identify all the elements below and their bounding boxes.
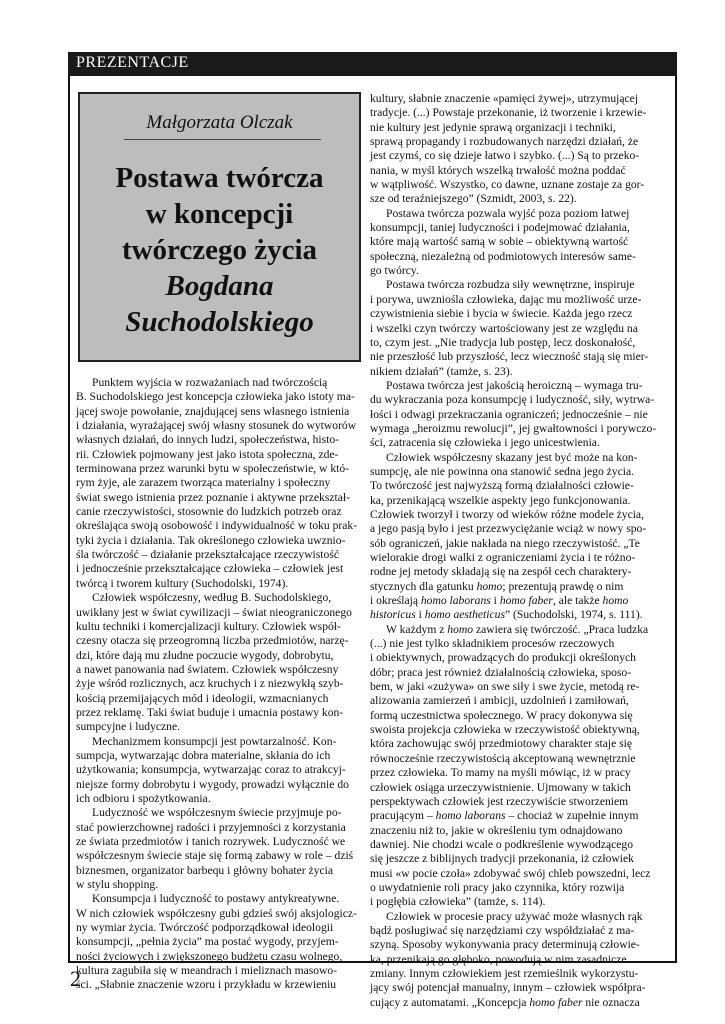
text-line: i działania, wyrażającej swój własny stosunek do wytworów xyxy=(76,419,357,433)
text-line: świat swego istnienia przez poznanie i aktywne przekształ- xyxy=(76,490,350,504)
text-line: łości i odwagi przekraczania ograniczeń; jednocześnie – nie xyxy=(370,407,648,421)
text-line: dawniej. Nie chodzi wcale o podkreślenie wywodzącego xyxy=(370,837,634,851)
text-line: użytkowania; konsumpcja, wytwarzając coraz to atrakcyj- xyxy=(76,763,346,777)
text-line: sób ograniczeń, jakie nakłada na niego rzeczywistość. „Te xyxy=(370,536,640,550)
text-line: alizowania zamierzeń i ambicji, uzdolnień i zamiłowań, xyxy=(370,694,629,708)
text-line: i jednocześnie przekształcające człowieka – człowiek jest xyxy=(76,562,344,576)
text-line: historicus i homo aestheticus” (Suchodolski, 1974, s. 111). xyxy=(370,608,643,622)
text-line: biznesmen, organizator barbequ i główny bohater życia xyxy=(76,863,334,877)
text-line: przez człowieka. To mamy na myśli mówiąc, iż w pracy xyxy=(370,766,631,780)
text-line: nikiem działań” (tamże, s. 23). xyxy=(370,364,513,378)
article-title xyxy=(80,160,359,340)
text-line: Postawa twórcza rozbudza siły wewnętrzne, inspiruje xyxy=(386,278,635,292)
text-line: tradycje. (...) Powstaje przekonanie, iż tworzenie i krzewie- xyxy=(370,106,647,120)
text-line: rym żyje, ale zarazem tworząca materialny i społeczny xyxy=(76,476,331,490)
title-line: w koncepcji xyxy=(145,198,294,230)
text-line: stać powierzchownej radości i przyjemności z korzystania xyxy=(76,820,346,834)
text-line: szyną. Sposoby wykonywania pracy determinują człowie- xyxy=(370,938,640,952)
text-line: śla twórczość – działanie przekształcające rzeczywistość xyxy=(76,548,339,562)
text-line: i pogłębia człowieka” (tamże, s. 114). xyxy=(370,895,546,909)
text-line: (...) nie jest tylko składnikiem procesów rzeczowych xyxy=(370,637,615,651)
text-line: równocześnie rzeczywistością akceptowaną wewnętrznie xyxy=(370,751,636,765)
text-line: sumpcyjne i ludyczne. xyxy=(76,720,180,734)
text-line: Człowiek współczesny skazany jest być może na kon- xyxy=(386,450,638,464)
text-line: formą uczestnictwa społecznego. W pracy dokonywa się xyxy=(370,708,633,722)
text-line: przez reklamę. Taki świat buduje i umacnia postawy kon- xyxy=(76,705,344,719)
text-line: rodne jej metody składają się na zespół cech charaktery- xyxy=(370,565,632,579)
text-line: Mechanizmem konsumpcji jest powtarzalność. Kon- xyxy=(92,734,337,748)
text-line: w stylu shopping. xyxy=(76,878,159,892)
text-line: bądź posługiwać się narzędziami czy współdziałać z ma- xyxy=(370,923,635,937)
text-line: uwikłany jest w świat cywilizacji – świat nieograniczonego xyxy=(76,605,352,619)
text-line: Człowiek w procesie pracy używać może własnych rąk xyxy=(386,909,643,923)
text-line: kultury, słabnie znaczenie «pamięci żywej», utrzymującej xyxy=(370,92,639,105)
section-header xyxy=(68,52,677,76)
text-line: i obiektywnych, prowadzących do produkcji określonych xyxy=(370,651,636,665)
text-line: canie rzeczywistości, stosownie do ludzkich potrzeb oraz xyxy=(76,505,342,519)
text-line: Punktem wyjścia w rozważaniach nad twórczością xyxy=(92,376,328,389)
title-line: twórczego życia xyxy=(121,234,318,266)
text-line: które mają wartość samą w sobie – obiektywną wartość xyxy=(370,235,629,249)
text-line: własnych działań, do innych ludzi, społeczeństwa, histo- xyxy=(76,433,340,447)
text-line: Postawa twórcza jest jakością heroiczną – wymaga tru- xyxy=(386,378,643,392)
text-line: musi «w pocie czoła» zdobywać swój chleb powszedni, lecz xyxy=(370,866,651,880)
text-line: To twórczość jest najwyższą formą działalności człowie- xyxy=(370,479,634,493)
text-line: niejsze formy dobrobytu i wygody, prowadzi wyłącznie do xyxy=(76,777,349,791)
text-line: bem, w jaki «zużywa» on swe siły i swe życie, metodą re- xyxy=(370,680,640,694)
section-label: PREZENTACJE xyxy=(76,54,189,71)
text-line: jącej swoje powołanie, znajdującej sens własnego istnienia xyxy=(76,404,350,418)
text-line: człowiek osiąga urzeczywistnienie. Ujmowany w takich xyxy=(370,780,631,794)
text-line: Człowiek tworzył i tworzy od wieków różne modele życia, xyxy=(370,507,644,521)
title-name-line: Bogdana xyxy=(165,270,274,302)
text-line: ności życiowych i zwiększonego budżetu czasu wolnego, xyxy=(76,949,343,963)
text-line: dzi, które dają mu złudne poczucie wygody, dobrobytu, xyxy=(76,648,334,662)
text-line: to, czym jest. „Nie tradycja lub postęp, lecz doskonałość, xyxy=(370,335,636,349)
author-name: Małgorzata Olczak xyxy=(146,112,293,133)
text-line: kultura zagubiła się w meandrach i mieliznach masowo- xyxy=(76,964,338,978)
text-line: cujący z automatami. „Koncepcja homo faber nie oznacza xyxy=(370,995,640,1009)
text-line: ze świata przedmiotów i tanich rozrywek. Ludyczność we xyxy=(76,835,346,848)
text-line: i określają homo laborans i homo faber, ale także homo xyxy=(370,594,629,608)
text-line: tyki życia i działania. Tak określonego człowieka uwznio- xyxy=(76,533,346,547)
text-line: o uwydatnienie roli pracy jako czynnika, który rozwija xyxy=(370,880,625,894)
text-line: du wykraczania poza konsumpcję i ludyczność, siły, wytrwa- xyxy=(370,393,655,407)
text-line: która zachowując swój przedmiotowy charakter staje się xyxy=(370,737,633,751)
text-line: W każdym z homo zawiera się twórczość. „Praca ludzka xyxy=(386,622,649,636)
title-line: Postawa twórcza xyxy=(115,162,324,194)
text-line: go twórcy. xyxy=(370,264,419,278)
text-line: terminowana przez warunki bytu w społeczeństwie, w któ- xyxy=(76,462,350,476)
text-line: wielorakie drogi walki z ograniczeniami życia i te różno- xyxy=(370,551,636,564)
right-text-column xyxy=(370,92,667,1010)
text-line: W nich człowiek współczesny gubi gdzieś swój aksjologicz- xyxy=(76,906,357,920)
text-line: zmiany. Innym człowiekiem jest rzemieślnik wykorzystu- xyxy=(370,966,639,980)
text-line: konsumpcji, taniej ludyczności i podejmować działania, xyxy=(370,221,630,235)
text-line: ny wymiar życia. Twórczość podporządkował ideologii xyxy=(76,921,334,935)
author-divider xyxy=(124,139,321,140)
text-line: kością przemijających mód i ideologii, wzmacnianych xyxy=(76,691,329,705)
text-line: a jego pasją było i jest przezwyciężanie wciąż w nowy spo- xyxy=(370,522,647,536)
text-line: kultu techniki i komercjalizacji kultury. Człowiek współ- xyxy=(76,619,341,633)
text-line: nie przeszłość lub przyszłość, lecz wieczność stają się mier- xyxy=(370,350,649,364)
text-line: społeczną, niezależną od podmiotowych interesów same- xyxy=(370,249,636,263)
text-line: ści, zatracenia się człowieka i jego unicestwienia. xyxy=(370,436,600,450)
text-line: sumpcję, ale nie powinna ona stanowić sedna jego życia. xyxy=(370,464,634,478)
title-name-line: Suchodolskiego xyxy=(125,306,314,338)
text-line: ka, przenikają go głęboko, powodują w nim zasadnicze xyxy=(370,952,627,966)
text-line: Konsumpcja i ludyczność to postawy antykreatywne. xyxy=(92,892,340,906)
text-line: wymaga „heroizmu rewolucji”, jej gwałtowności i porywczo- xyxy=(370,421,657,435)
text-line: określająca swoją osobowość i indywidualność w toku prak- xyxy=(76,519,358,533)
text-line: ka, przenikającą wszelkie aspekty jego funkcjonowania. xyxy=(370,493,631,507)
text-line: ich odbioru i spożytkowania. xyxy=(76,791,211,805)
title-box xyxy=(78,92,361,362)
text-line: sumpcja, wytwarzając dobra materialne, skłania do ich xyxy=(76,748,331,762)
text-line: żyje wśród rozlicznych, acz kruchych i z niezwykłą szyb- xyxy=(76,677,344,691)
text-line: sze od teraźniejszego” (Szmidt, 2003, s. 22). xyxy=(370,192,577,206)
text-line: i wszelki czyn twórczy wartościowany jest ze względu na xyxy=(370,321,638,335)
text-line: ści. „Słabnie znaczenie wzoru i przykładu w krzewieniu xyxy=(76,978,337,992)
text-line: stycznych dla gatunku homo; prezentują prawdę o nim xyxy=(370,579,624,593)
text-line: czesny otacza się przeogromną liczba przedmiotów, narzę- xyxy=(76,634,349,648)
text-line: Człowiek współczesny, według B. Suchodolskiego, xyxy=(92,591,332,605)
text-line: twórcą i tworem kultury (Suchodolski, 1974). xyxy=(76,576,289,590)
text-line: sprawą propagandy i rozbudowanych narzędzi działań, że xyxy=(370,135,639,149)
text-line: konsumpcji, „pełnia życia” ma postać wygody, przyjem- xyxy=(76,935,339,949)
text-line: Ludyczność we współczesnym świecie przyjmuje po- xyxy=(92,806,342,820)
text-line: czywistnienia siebie i bycia w świecie. Każda jego rzecz xyxy=(370,307,633,321)
text-line: rii. Człowiek pojmowany jest jako istota społeczna, zde- xyxy=(76,447,339,461)
page-number: 2 xyxy=(70,966,81,991)
text-line: nania, w myśl których wszelką trwałość można poddać xyxy=(370,163,626,177)
text-line: dóbr; praca jest również działalnością człowieka, sposo- xyxy=(370,665,632,679)
text-line: pracującym – homo laborans – chociaż w zupełnie innym xyxy=(370,809,639,823)
text-line: a nawet panowania nad światem. Człowiek współczesny xyxy=(76,662,339,676)
text-line: jest czymś, co się dzieje łatwo i szybko. (...) Są to przeko- xyxy=(370,149,640,163)
text-line: perspektywach człowiek jest rzeczywiście stworzeniem xyxy=(370,794,629,808)
text-line: B. Suchodolskiego jest koncepcja człowieka jako istoty ma- xyxy=(76,390,355,404)
text-line: i porywa, uwzniośla człowieka, dając mu możliwość urze- xyxy=(370,292,642,306)
text-line: współczesnym świecie staje się formą zabawy w role – dziś xyxy=(76,849,354,863)
text-line: Postawa twórcza pozwala wyjść poza poziom łatwej xyxy=(386,206,630,220)
text-line: nie kultury jest jedynie sprawą organizacji i techniki, xyxy=(370,120,616,134)
text-line: znaczeniu niż to, jakie w określeniu tym odnajdowano xyxy=(370,823,623,837)
text-line: się jeszcze z biblijnych tradycji przekonania, iż człowiek xyxy=(370,852,634,866)
left-text-column xyxy=(76,376,362,993)
text-line: w wątpliwość. Wszystko, co dawne, uznane zostaje za gor- xyxy=(370,178,645,192)
text-line: jący swój potencjał manualny, innym – człowiek współpra- xyxy=(370,981,646,995)
text-line: swoista projekcja człowieka w rzeczywistość obiektywną, xyxy=(370,723,640,737)
